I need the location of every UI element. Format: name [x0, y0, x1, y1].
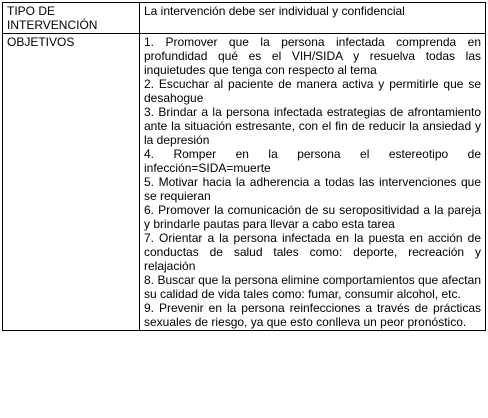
objetivos-label-cell — [3, 34, 140, 331]
tipo-value-cell — [140, 3, 486, 34]
intervention-table — [2, 2, 486, 331]
objective-item: 1. Promover que la persona infectada comprenda en profundidad qué es el VIH/SIDA y resuelva todas las inquietudes que tenga con respecto al tema — [144, 35, 481, 77]
objective-item: 9. Prevenir en la persona reinfecciones a través de prácticas sexuales de riesgo, ya que esto conlleva un peor pronóstico. — [144, 301, 481, 329]
objective-item: 7. Orientar a la persona infectada en la puesta en acción de conductas de salud tales como: deporte, recreación y relajación — [144, 231, 481, 273]
objective-item: 4. Romper en la persona el estereotipo de infección=SIDA=muerte — [144, 147, 481, 175]
objective-item: 5. Motivar hacia la adherencia a todas las intervenciones que se requieran — [144, 175, 481, 203]
objective-item: 8. Buscar que la persona elimine comportamientos que afectan su calidad de vida tales como: fumar, consumir alcohol, etc. — [144, 273, 481, 301]
objective-item: 6. Promover la comunicación de su seropositividad a la pareja y brindarle pautas para llevar a cabo esta tarea — [144, 203, 481, 231]
objective-item: 2. Escuchar al paciente de manera activa y permitirle que se desahogue — [144, 77, 481, 105]
table-row-tipo — [3, 3, 486, 34]
table-row-objetivos — [3, 34, 486, 331]
tipo-value: La intervención debe ser individual y confidencial — [144, 4, 405, 18]
objetivos-list-cell — [140, 34, 486, 331]
tipo-label-cell — [3, 3, 140, 34]
objective-item: 3. Brindar a la persona infectada estrategias de afrontamiento ante la situación estresante, con el fin de reducir la ansiedad y la depresión — [144, 105, 481, 147]
tipo-label: TIPO DE INTERVENCIÓN — [7, 4, 98, 32]
objetivos-label: OBJETIVOS — [7, 35, 75, 49]
